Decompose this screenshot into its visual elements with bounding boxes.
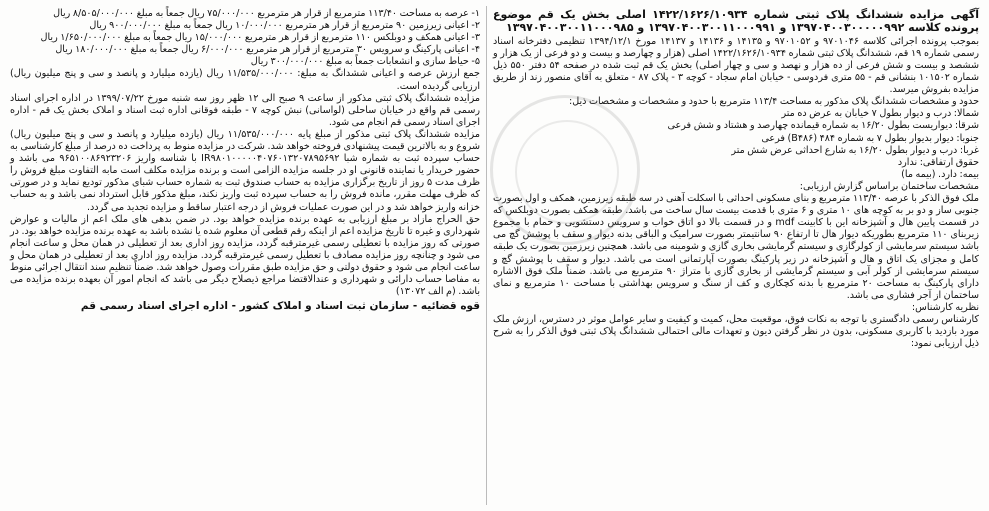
paragraph-boundaries-heading: حدود و مشخصات ششدانگ پلاک مذکور به مساحت ۱۱۳/۴ مترمربع با حدود و مشخصات و مشخصات ذیل:: [568, 96, 979, 108]
auction-conditions: حق الحراج مازاد بر مبلغ ارزیابی به عهده برنده مزایده خواهد بود. در ضمن بدهی های ملک اعم از مالیات و عوارض شهرداری و غیره تا تاریخ مزایده اعم از اینکه رقم قطعی آن معلوم شده یا نشده باشد به عهده برنده مزایده خواهد بود. در صورتی که روز مزایده با تعطیلی رسمی غیرمترقبه گردد، مزایده روز اداری بعد از تعطیلی در همان محل و ساعت انجام می شود و چنانچه روز مزایده مصادف با تعطیل رسمی غیرمترقبه گردد. مزایده روز اداری بعد از تعطیلی در همان محل و ساعت انجام می شود و حقوق دولتی و حق مزایده طبق مقررات وصول خواهد شد. ضمناً تنظیم سند انتقال اجرائی منوط به مفاصا حساب دارائی و شهرداری و عندالاقتضا مراجع ذیصلاح دیگر می باشد که انجام امور آن بعهده برنده مزایده می باشد. (م الف ۱۳۰۷۲): [10, 213, 480, 298]
boundary-west: غربا: درب و دیوار بطول ۱۶/۲۰ به شارع احداثی عرض شش متر: [731, 144, 979, 156]
auction-terms: مزایده ششدانگ پلاک ثبتی مذکور از مبلغ پایه ۱۱/۵۳۵/۰۰۰/۰۰۰ ریال (یازده میلیارد و پانصد و سی و پنج میلیون ریال) شروع و به بالاترین قیمت پیشنهادی فروخته خواهد شد. شرکت در مزایده منوط به پرداخت ده درصد از مبلغ کارشناسی به حساب سپرده ثبت به شماره شبا IR۹۸۰۱۰۰۰۰۰۴۰۷۶۰۱۳۲۰۷۸۹۵۶۹۲ با شناسه واریز ۹۶۵۱۰۰۸۶۹۲۳۲۰۶ می باشد و حضور خریدار یا نماینده قانونی او در جلسه مزایده الزامی است و برنده مزایده مکلف است مابه التفاوت مبلغ فروش را ظرف مدت ۵ روز از تاریخ برگزاری مزایده به حساب صندوق ثبت به شماره حساب شبای مذکور تودیع نماید و در صورتی که ظرف مهلت مقرر، مانده فروش را به حساب سپرده ثبت واریز نکند، مبلغ مذکور قابل استرداد نمی باشد و به حساب خزانه واریز خواهد شد و در این صورت عملیات فروش از درجه اعتبار ساقط و مزایده تجدید می گردد.: [10, 128, 481, 213]
left-column: [6, 6, 487, 505]
paragraph-intro: بموجب پرونده اجرائی کلاسه ۹۷۰۱۰۴۶ و ۹۷۰۱۰۵۲ و ۱۴۱۳۵ و ۱۴۱۳۶ و ۱۴۱۳۷ مورخ ۱۳۹۴/۱۲/۱ تنظیمی دفترخانه اسناد رسمی شماره ۱۹ قم، ششدانگ پلاک ثبتی شماره ۱۴۲۲/۱۶۲۶/۱۰۹۳۴ اصلی (هزار و چهارصد و بیست و دو فرعی از یک هزار و ششصد و بیست و شش فرعی از ده هزار و نهصد و سی و چهار اصلی) بخش یک قم ثبت شده در صفحه ۵۴ دفتر ۵۵۰ ذیل شماره ۱۰۱۵۰۲ بنشانی قم - ۵۵ متری فردوسی - خیابان امام سجاد - کوچه ۳ - پلاک ۸۷ - متعلق به آقای منصور زند از طریق مزایده بفروش میرسد.: [493, 35, 980, 96]
right-column: [487, 6, 983, 505]
notice-title: آگهی مزایده ششدانگ پلاک ثبتی شماره ۱۴۲۲/۱۶۲۶/۱۰۹۳۴ اصلی بخش یک قم موضوع پرونده کلاسه ۱۳۹۷۰۴۰۰۳۰۰۰۰۰۹۹۲ و ۱۳۹۷۰۴۰۰۳۰۰۱۱۰۰۰۹۹۱ و ۱۳۹۷۰۴۰۰۳۰۰۱۱۰۰۰۹۸۵: [493, 8, 979, 35]
issuer-signature: قوه قضائیه - سازمان ثبت اسناد و املاک کشور - اداره اجرای اسناد رسمی قم: [80, 300, 480, 313]
auction-time-place: مزایده ششدانگ پلاک ثبتی مذکور از ساعت ۹ صبح الی ۱۲ ظهر روز سه شنبه مورخ ۱۳۹۹/۰۷/۲۲ در اداره اجرای اسناد رسمی قم واقع در خیابان ساحلی (لواسانی) نبش کوچه ۷ - طبقه فوقانی اداره ثبت اسناد و املاک بخش یک قم - اداره اجرای اسناد رسمی قم انجام می شود.: [10, 92, 481, 128]
expert-opinion-heading: نظریه کارشناس:: [911, 301, 979, 313]
valuation-total: جمع ارزش عرصه و اعیانی ششدانگ به مبلغ: ۱۱/۵۳۵/۰۰۰/۰۰۰ ریال (یازده میلیارد و پانصد و سی و پنج میلیون ریال) ارزیابی گردیده است.: [10, 68, 480, 92]
building-specs-heading: مشخصات ساختمان براساس گزارش ارزیابی:: [799, 180, 979, 192]
boundary-north: شمالا: درب و دیوار بطول ۷ خیابان به عرض ده متر: [781, 108, 979, 120]
boundary-east: شرقا: دیواریست بطول ۱۶/۲۰ به شماره قیمانده چهارصد و هشتاد و شش فرعی: [667, 120, 979, 132]
easement-rights: حقوق ارتفاقی: ندارد: [897, 156, 979, 168]
valuation-item-2: ۲- اعیانی زیرزمین ۹۰ مترمربع از قرار هر مترمربع ۱۰/۰۰۰/۰۰۰ ریال جمعاً به مبلغ ۹۰۰/۰۰۰/۰۰۰ ریال: [89, 20, 480, 32]
valuation-item-4: ۴- اعیانی پارکینگ و سرویس ۳۰ مترمربع از قرار هر مترمربع ۶/۰۰۰/۰۰۰ ریال جمعاً به مبلغ ۱۸۰/۰۰۰/۰۰۰ ریال: [55, 44, 480, 56]
valuation-item-1: ۱- عرصه به مساحت ۱۱۳/۴۰ مترمربع از قرار هر مترمربع ۷۵/۰۰۰/۰۰۰ ریال جمعاً به مبلغ ۸/۵۰۵/۰۰۰/۰۰۰ ریال: [53, 8, 480, 19]
valuation-item-5: ۵- حیاط سازی و انشعابات جمعاً به مبلغ ۳۰۰/۰۰۰/۰۰۰ ریال: [250, 56, 480, 68]
auction-notice: [6, 6, 983, 505]
valuation-item-3: ۳- اعیانی همکف و دوبلکس ۱۱۰ مترمربع از قرار هر مترمربع ۱۵/۰۰۰/۰۰۰ ریال جمعاً به مبلغ ۱/۶۵۰/۰۰۰/۰۰۰ ریال: [40, 32, 480, 44]
insurance-line: بیمه: دارد. (بیمه ما): [901, 168, 979, 180]
building-description: ملک فوق الذکر با عرصه ۱۱۳/۴۰ مترمربع و بنای مسکونی احداثی با اسکلت آهنی در سه طبقه زیرزمین، همکف و اول بصورت جنوبی ساز و دو بر به کوچه های ۱۰ متری و ۶ متری با قدمت بیست سال ساخت می باشد. طبقه همکف بصورت دوبلکس که در قسمت پایین هال و آشپزخانه این با کابینت mdf و در قسمت بالا دو اتاق خواب و سرویس دستشویی و حمام با مجموع زیربنای ۱۱۰ مترمربع بطوریکه دیوار هال تا ارتفاع ۹۰ سانتیمتر بصورت سرامیک و الباقی بدنه دیوار و سقف با پوشش گچ می باشد سیستم سرمایشی از کولرگازی و سیستم گرمایشی بخاری گازی و شومینه می باشد. همچنین زیرزمین بصورت یک طبقه کامل و مجزای یک اتاق و هال و آشپزخانه در زیر پارکینگ بصورت آپارتمانی است می باشد. دیوار و سقف با پوشش گچ و سیستم سرمایشی از کولر آبی و سیستم گرمایشی از بخاری گازی با متراژ ۹۰ مترمربع می باشد. ضمناً ملک فوق الاشاره دارای پارکینگ به مساحت ۲۰ مترمربع با بدنه کچکاری و کف از سنگ و سرویس بهداشتی با مساحت ۱۰ مترمربع و نمای ساختمان از آجر فشاری می باشد.: [492, 193, 980, 301]
expert-opinion: کارشناس رسمی دادگستری با توجه به نکات فوق، موقعیت محل، کمیت و کیفیت و سایر عوامل موثر در دسترس، ارزش ملک مورد بازدید با کاربری مسکونی، بدون در نظر گرفتن دیون و تعهدات مالی احتمالی ششدانگ پلاک ثبتی فوق الذکر را به شرح ذیل ارزیابی نمود:: [493, 313, 979, 350]
boundary-south: جنوبا: دیوار بدیوار بطول ۷ به شماره ۴۸۴ (B۴۸۶) فرعی: [761, 132, 979, 144]
